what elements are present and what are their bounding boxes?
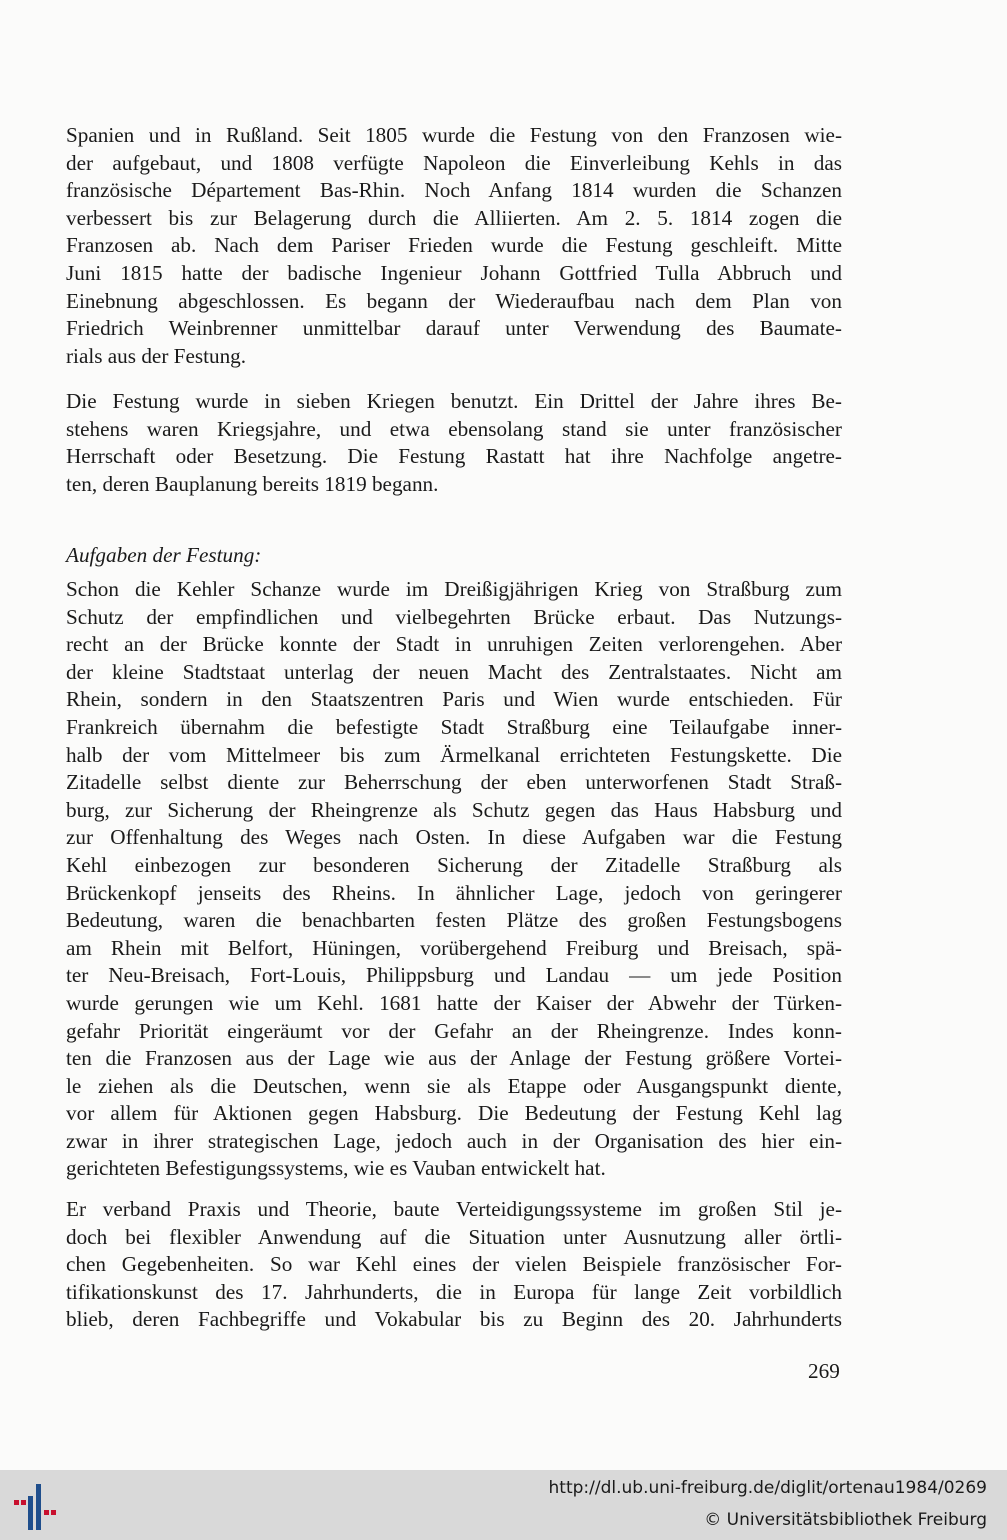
footer-bar — [0, 1470, 1007, 1540]
paragraph-2 — [66, 388, 842, 498]
text-line: Schon die Kehler Schanze wurde im Dreißigjährigen Krieg von Straßburg zum — [66, 577, 842, 601]
text-line: Die Festung wurde in sieben Kriegen benutzt. Ein Drittel der Jahre ihres Be- — [66, 389, 842, 413]
text-line: tifikationskunst des 17. Jahrhunderts, die in Europa für lange Zeit vorbildlich — [66, 1279, 842, 1304]
copyright-notice: © Universitätsbibliothek Freiburg — [704, 1510, 987, 1530]
text-line: französische Département Bas-Rhin. Noch Anfang 1814 wurden die Schanzen — [66, 178, 842, 203]
text-line: Einebnung abgeschlossen. Es begann der Wiederaufbau nach dem Plan von — [66, 288, 842, 313]
text-line: Kehl einbezogen zur besonderen Sicherung der Zitadelle Straßburg als — [66, 852, 842, 877]
text-line: ten, deren Bauplanung bereits 1819 begann. — [66, 471, 439, 496]
text-line: ten die Franzosen aus der Lage wie aus der Anlage der Festung größere Vortei- — [66, 1046, 842, 1071]
text-line: Friedrich Weinbrenner unmittelbar darauf unter Verwendung des Baumate- — [66, 316, 842, 341]
paragraph-4 — [66, 1196, 842, 1334]
text-line: burg, zur Sicherung der Rheingrenze als Schutz gegen das Haus Habsburg und — [66, 797, 842, 822]
page-number: 269 — [808, 1359, 840, 1383]
text-line: recht an der Brücke konnte der Stadt in unruhigen Zeiten verlorengehen. Aber — [66, 632, 842, 657]
ub-freiburg-logo-icon[interactable] — [10, 1480, 62, 1534]
text-line: am Rhein mit Belfort, Hüningen, vorübergehend Freiburg und Breisach, spä- — [66, 935, 842, 960]
text-line: vor allem für Aktionen gegen Habsburg. Die Bedeutung der Festung Kehl lag — [66, 1101, 842, 1126]
text-line: Er verband Praxis und Theorie, baute Verteidigungssysteme im großen Stil je- — [66, 1197, 842, 1221]
text-line: zur Offenhaltung des Weges nach Osten. In diese Aufgaben war die Festung — [66, 825, 842, 850]
paragraph-1 — [66, 122, 842, 370]
text-line: halb der vom Mittelmeer bis zum Ärmelkanal errichteten Festungskette. Die — [66, 742, 842, 767]
text-line: le ziehen als die Deutschen, wenn sie als Etappe oder Ausgangspunkt diente, — [66, 1073, 842, 1098]
text-line: doch bei flexibler Anwendung auf die Situation unter Ausnutzung aller örtli- — [66, 1224, 842, 1249]
text-line: gerichteten Befestigungssystems, wie es Vauban entwickelt hat. — [66, 1156, 606, 1181]
section-heading: Aufgaben der Festung: — [66, 543, 262, 567]
text-line: stehens waren Kriegsjahre, und etwa ebensolang stand sie unter französischer — [66, 416, 842, 441]
text-line: Frankreich übernahm die befestigte Stadt Straßburg eine Teilaufgabe inner- — [66, 714, 842, 739]
text-line: zwar in ihrer strategischen Lage, jedoch auch in der Organisation des hier ein- — [66, 1128, 842, 1153]
text-line: gefahr Priorität eingeräumt vor der Gefahr an der Rheingrenze. Indes konn- — [66, 1018, 842, 1043]
text-line: rials aus der Festung. — [66, 343, 247, 368]
text-line: Spanien und in Rußland. Seit 1805 wurde die Festung von den Franzosen wie- — [66, 123, 842, 147]
permalink-url[interactable]: http://dl.ub.uni-freiburg.de/diglit/ortenau1984/0269 — [548, 1478, 987, 1498]
text-line: Rhein, sondern in den Staatszentren Paris und Wien wurde entschieden. Für — [66, 687, 842, 712]
text-line: Brückenkopf jenseits des Rheins. In ähnlicher Lage, jedoch von geringerer — [66, 880, 842, 905]
text-line: Franzosen ab. Nach dem Pariser Frieden wurde die Festung geschleift. Mitte — [66, 233, 842, 258]
text-line: Juni 1815 hatte der badische Ingenieur Johann Gottfried Tulla Abbruch und — [66, 260, 842, 285]
text-line: verbessert bis zur Belagerung durch die Alliierten. Am 2. 5. 1814 zogen die — [66, 205, 842, 230]
text-line: Bedeutung, waren die benachbarten festen Plätze des großen Festungsbogens — [66, 908, 842, 933]
text-line: Herrschaft oder Besetzung. Die Festung Rastatt hat ihre Nachfolge angetre- — [66, 444, 842, 469]
text-line: der kleine Stadtstaat unterlag der neuen Macht des Zentralstaates. Nicht am — [66, 659, 842, 684]
text-line: Zitadelle selbst diente zur Beherrschung der eben unterworfenen Stadt Straß- — [66, 770, 842, 795]
text-line: ter Neu-Breisach, Fort-Louis, Philippsburg und Landau — um jede Position — [66, 963, 842, 988]
text-line: blieb, deren Fachbegriffe und Vokabular bis zu Beginn des 20. Jahrhunderts — [66, 1307, 842, 1332]
text-line: der aufgebaut, und 1808 verfügte Napoleon die Einverleibung Kehls in das — [66, 150, 842, 175]
text-line: wurde gerungen wie um Kehl. 1681 hatte der Kaiser der Abwehr der Türken- — [66, 990, 842, 1015]
text-line: chen Gegebenheiten. So war Kehl eines der vielen Beispiele französischer For- — [66, 1252, 842, 1277]
paragraph-3 — [66, 576, 842, 1183]
text-line: Schutz der empfindlichen und vielbegehrten Brücke erbaut. Das Nutzungs- — [66, 604, 842, 629]
